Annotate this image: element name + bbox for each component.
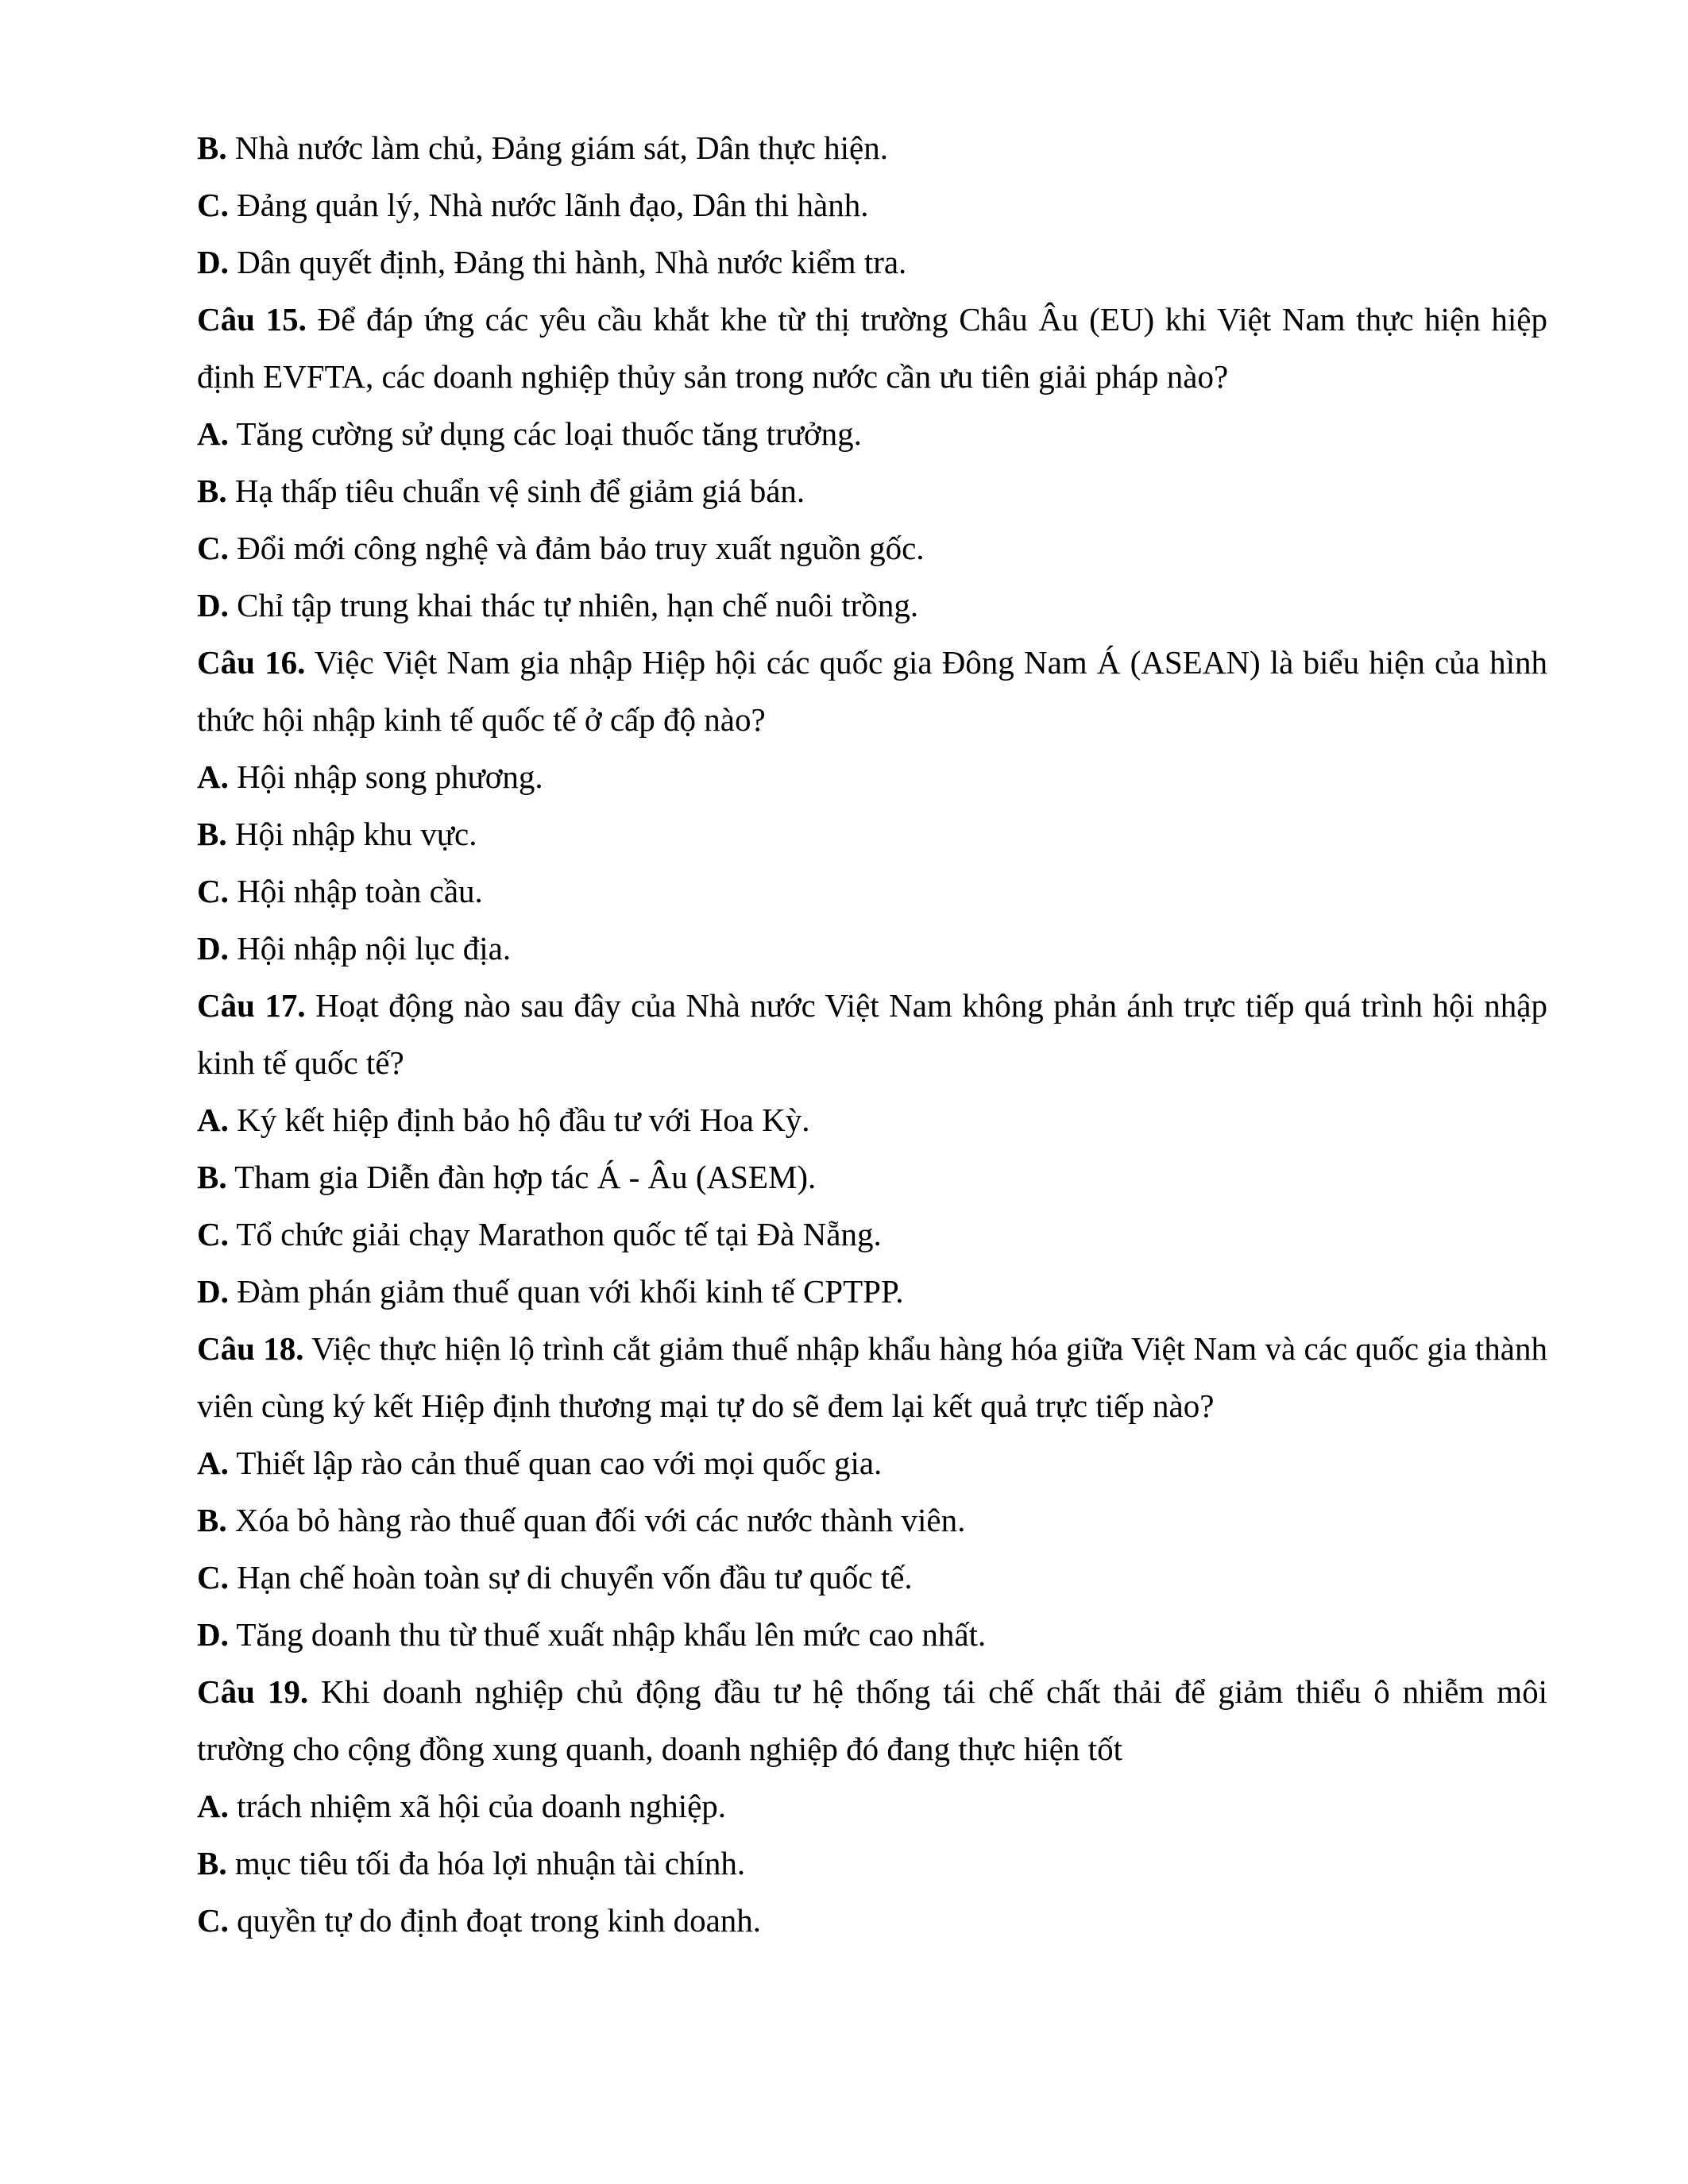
- answer-option-c: [197, 519, 1547, 577]
- option-text: Ký kết hiệp định bảo hộ đầu tư với Hoa Kỳ.: [237, 1102, 810, 1138]
- option-text: Nhà nước làm chủ, Đảng giám sát, Dân thực hiện.: [234, 129, 888, 166]
- answer-option-b: [197, 805, 1547, 862]
- option-label: B.: [197, 129, 227, 166]
- option-text: Tăng cường sử dụng các loại thuốc tăng trưởng.: [236, 415, 862, 452]
- option-label: C.: [197, 1559, 229, 1596]
- option-text: Hội nhập khu vực.: [234, 816, 477, 852]
- answer-option-d: [197, 233, 1547, 291]
- option-label: A.: [197, 1102, 229, 1138]
- option-text: Hội nhập toàn cầu.: [237, 873, 483, 909]
- answer-option-d: [197, 577, 1547, 634]
- answer-option-d: [197, 1606, 1547, 1663]
- option-text: Dân quyết định, Đảng thi hành, Nhà nước kiểm tra.: [237, 244, 907, 280]
- answer-option-a: [197, 1777, 1547, 1835]
- question-19: [197, 1663, 1547, 1777]
- question-text: Khi doanh nghiệp chủ động đầu tư hệ thống tái chế chất thải để giảm thiểu ô nhiễm môi trường cho cộng đồng xung quanh, doanh nghiệp đó đang thực hiện tốt: [197, 1673, 1547, 1767]
- option-label: A.: [197, 415, 229, 452]
- answer-option-b: [197, 462, 1547, 519]
- answer-option-c: [197, 862, 1547, 920]
- option-text: Tăng doanh thu từ thuế xuất nhập khẩu lên mức cao nhất.: [236, 1616, 987, 1653]
- option-label: D.: [197, 930, 229, 967]
- option-label: D.: [197, 1273, 229, 1310]
- option-text: Tổ chức giải chạy Marathon quốc tế tại Đà Nẵng.: [236, 1216, 882, 1252]
- option-text: Tham gia Diễn đàn hợp tác Á - Âu (ASEM).: [234, 1159, 817, 1195]
- answer-option-b: [197, 1148, 1547, 1206]
- question-number: Câu 19.: [197, 1673, 309, 1710]
- question-text: Việc Việt Nam gia nhập Hiệp hội các quốc gia Đông Nam Á (ASEAN) là biểu hiện của hình thức hội nhập kinh tế quốc tế ở cấp độ nào?: [197, 644, 1547, 738]
- option-label: B.: [197, 1502, 227, 1538]
- answer-option-c: [197, 1892, 1547, 1949]
- option-text: quyền tự do định đoạt trong kinh doanh.: [237, 1902, 762, 1939]
- question-18: [197, 1320, 1547, 1434]
- option-text: mục tiêu tối đa hóa lợi nhuận tài chính.: [234, 1845, 746, 1881]
- option-text: Thiết lập rào cản thuế quan cao với mọi quốc gia.: [236, 1445, 883, 1481]
- question-text: Hoạt động nào sau đây của Nhà nước Việt Nam không phản ánh trực tiếp quá trình hội nhập kinh tế quốc tế?: [197, 987, 1548, 1081]
- option-label: D.: [197, 587, 229, 623]
- answer-option-a: [197, 405, 1547, 462]
- answer-option-a: [197, 748, 1547, 805]
- option-label: C.: [197, 187, 229, 223]
- option-label: B.: [197, 1845, 227, 1881]
- option-text: Chỉ tập trung khai thác tự nhiên, hạn chế nuôi trồng.: [237, 587, 919, 623]
- answer-option-b: [197, 119, 1547, 176]
- option-text: trách nhiệm xã hội của doanh nghiệp.: [237, 1788, 727, 1824]
- option-text: Đàm phán giảm thuế quan với khối kinh tế CPTPP.: [237, 1273, 904, 1310]
- option-label: B.: [197, 473, 227, 509]
- option-label: A.: [197, 1788, 229, 1824]
- option-text: Đảng quản lý, Nhà nước lãnh đạo, Dân thi hành.: [237, 187, 869, 223]
- option-label: A.: [197, 1445, 229, 1481]
- question-number: Câu 17.: [197, 987, 306, 1024]
- answer-option-c: [197, 1549, 1547, 1606]
- answer-option-a: [197, 1091, 1547, 1148]
- option-label: D.: [197, 244, 229, 280]
- option-label: C.: [197, 530, 229, 566]
- question-17: [197, 977, 1547, 1091]
- question-number: Câu 15.: [197, 301, 307, 338]
- question-15: [197, 291, 1547, 405]
- answer-option-b: [197, 1835, 1547, 1892]
- option-text: Đổi mới công nghệ và đảm bảo truy xuất nguồn gốc.: [237, 530, 925, 566]
- answer-option-b: [197, 1491, 1547, 1549]
- question-number: Câu 18.: [197, 1330, 304, 1367]
- option-label: C.: [197, 1216, 229, 1252]
- question-text: Việc thực hiện lộ trình cắt giảm thuế nhập khẩu hàng hóa giữa Việt Nam và các quốc gia thành viên cùng ký kết Hiệp định thương mại tự do sẽ đem lại kết quả trực tiếp nào?: [197, 1330, 1547, 1424]
- exam-page: [197, 119, 1547, 1949]
- question-number: Câu 16.: [197, 644, 306, 681]
- answer-option-d: [197, 1263, 1547, 1320]
- option-label: A.: [197, 758, 229, 795]
- question-text: Để đáp ứng các yêu cầu khắt khe từ thị trường Châu Âu (EU) khi Việt Nam thực hiện hiệp định EVFTA, các doanh nghiệp thủy sản trong nước cần ưu tiên giải pháp nào?: [197, 301, 1548, 395]
- option-text: Hội nhập song phương.: [237, 758, 543, 795]
- option-text: Hội nhập nội lục địa.: [237, 930, 512, 967]
- option-label: D.: [197, 1616, 229, 1653]
- answer-option-d: [197, 920, 1547, 977]
- option-label: B.: [197, 1159, 227, 1195]
- answer-option-a: [197, 1434, 1547, 1491]
- option-text: Hạn chế hoàn toàn sự di chuyển vốn đầu tư quốc tế.: [237, 1559, 913, 1596]
- question-16: [197, 634, 1547, 748]
- answer-option-c: [197, 1206, 1547, 1263]
- option-text: Hạ thấp tiêu chuẩn vệ sinh để giảm giá bán.: [234, 473, 805, 509]
- option-label: C.: [197, 873, 229, 909]
- answer-option-c: [197, 176, 1547, 233]
- option-label: B.: [197, 816, 227, 852]
- option-label: C.: [197, 1902, 229, 1939]
- option-text: Xóa bỏ hàng rào thuế quan đối với các nước thành viên.: [234, 1502, 966, 1538]
